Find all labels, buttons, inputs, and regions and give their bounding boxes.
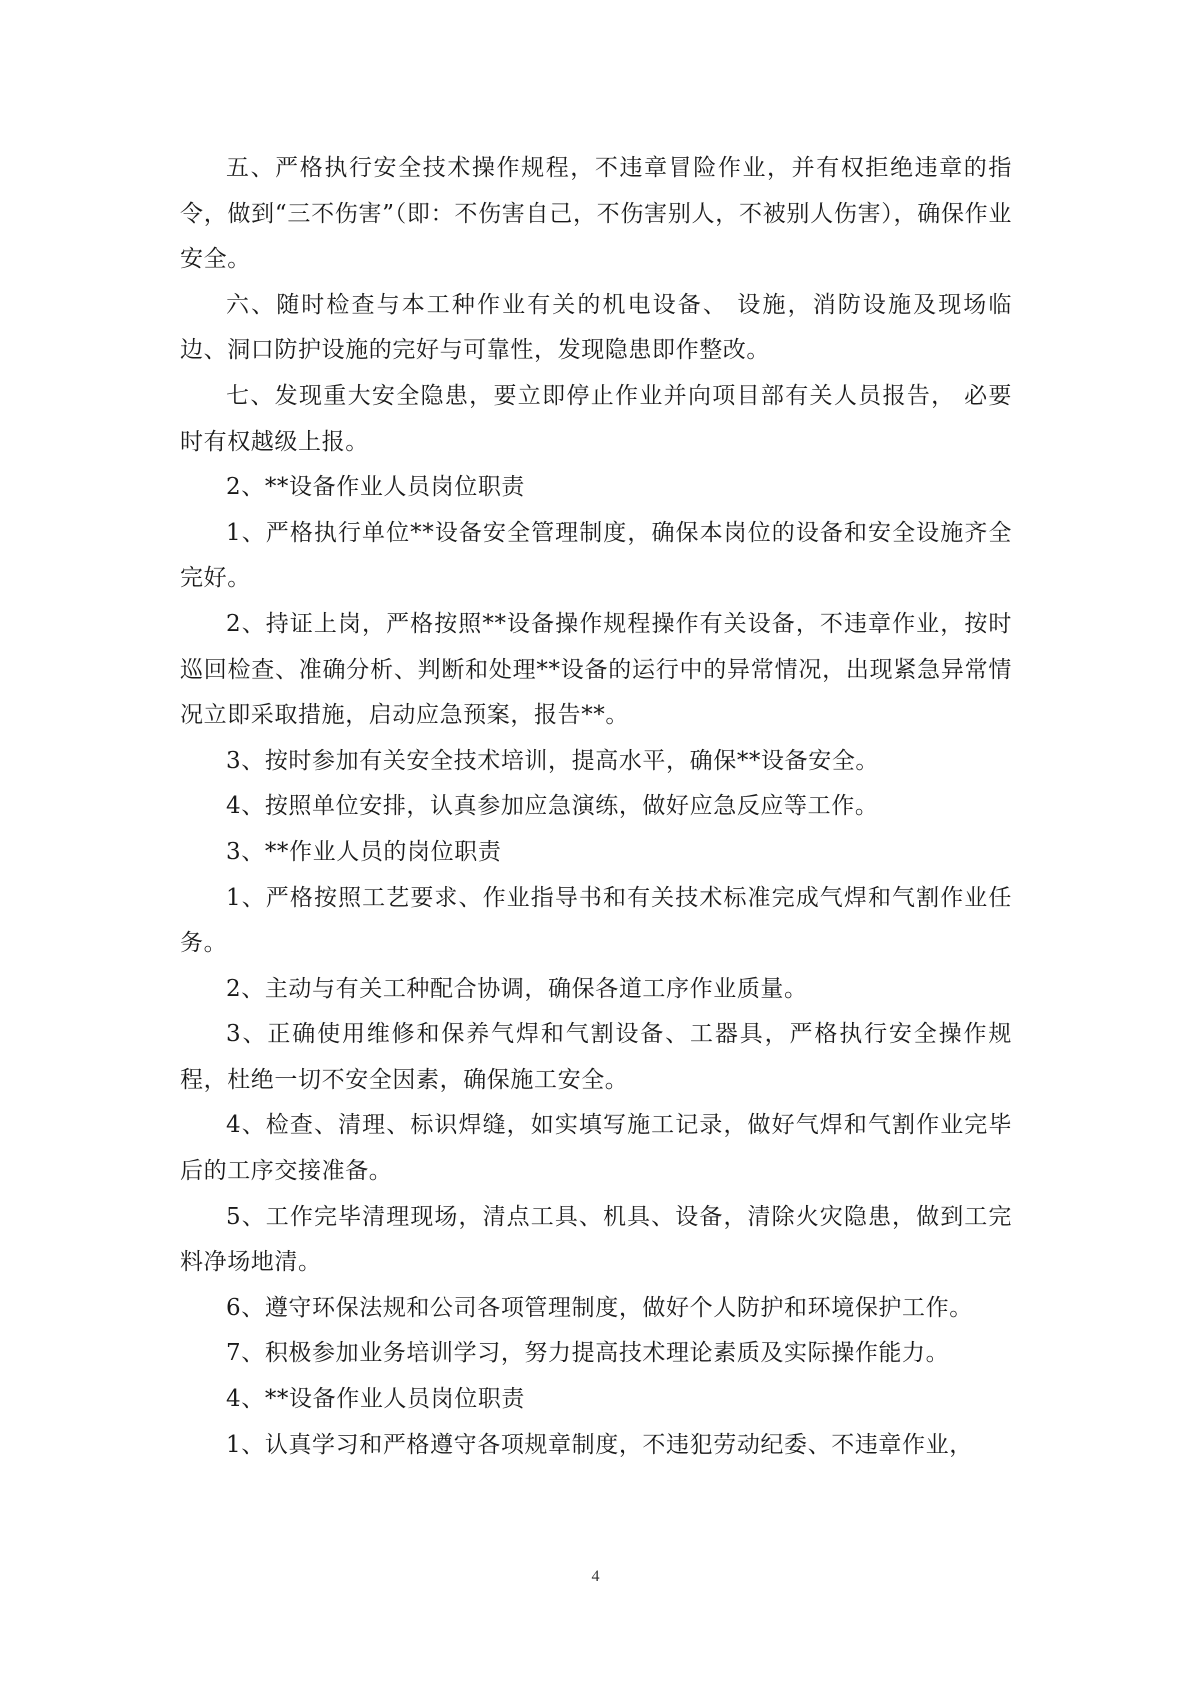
paragraph: 五、严格执行安全技术操作规程，不违章冒险作业，并有权拒绝违章的指令，做到“三不伤害”（即：不伤害自己，不伤害别人，不被别人伤害），确保作业安全。 <box>180 155 1012 273</box>
section-heading: 2、**设备作业人员岗位职责 <box>226 474 526 501</box>
paragraph: 7、积极参加业务培训学习，努力提高技术理论素质及实际操作能力。 <box>226 1340 950 1367</box>
paragraph: 七、发现重大安全隐患，要立即停止作业并向项目部有关人员报告， 必要时有权越级上报。 <box>180 382 1012 455</box>
paragraph: 6、遵守环保法规和公司各项管理制度，做好个人防护和环境保护工作。 <box>226 1294 973 1321</box>
page-number: 4 <box>591 1568 600 1585</box>
paragraph: 1、认真学习和严格遵守各项规章制度，不违犯劳动纪委、不违章作业， <box>226 1431 973 1458</box>
paragraph: 1、严格按照工艺要求、作业指导书和有关技术标准完成气焊和气割作业任务。 <box>180 884 1012 957</box>
paragraph: 2、持证上岗，严格按照**设备操作规程操作有关设备，不违章作业，按时巡回检查、准确分析、判断和处理**设备的运行中的异常情况，出现紧急异常情况立即采取措施，启动应急预案，报告**。 <box>180 610 1012 729</box>
paragraph: 3、按时参加有关安全技术培训，提高水平，确保**设备安全。 <box>226 747 880 774</box>
section-heading: 3、**作业人员的岗位职责 <box>226 838 502 865</box>
paragraph: 4、检查、清理、标识焊缝，如实填写施工记录，做好气焊和气割作业完毕后的工序交接准备。 <box>180 1112 1012 1185</box>
paragraph: 六、随时检查与本工种作业有关的机电设备、 设施，消防设施及现场临边、洞口防护设施的完好与可靠性，发现隐患即作整改。 <box>180 291 1012 364</box>
document-body <box>180 146 1012 1468</box>
paragraph: 2、主动与有关工种配合协调，确保各道工序作业质量。 <box>226 975 808 1002</box>
paragraph: 1、严格执行单位**设备安全管理制度，确保本岗位的设备和安全设施齐全完好。 <box>180 519 1012 592</box>
section-heading: 4、**设备作业人员岗位职责 <box>226 1386 526 1413</box>
paragraph: 4、按照单位安排，认真参加应急演练，做好应急反应等工作。 <box>226 793 879 820</box>
paragraph: 5、工作完毕清理现场，清点工具、机具、设备，清除火灾隐患，做到工完料净场地清。 <box>180 1203 1012 1276</box>
paragraph: 3、正确使用维修和保养气焊和气割设备、工器具，严格执行安全操作规程，杜绝一切不安全因素，确保施工安全。 <box>180 1021 1012 1093</box>
